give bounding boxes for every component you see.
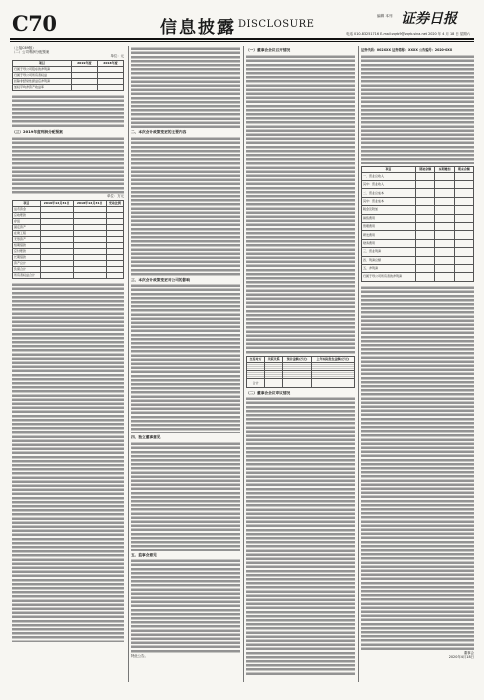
table-row: 负债合计 — [13, 266, 124, 272]
table-row: 资产总计 — [13, 260, 124, 266]
table-row: 合计 — [247, 379, 355, 387]
table-header: 项目 — [13, 61, 72, 67]
table-header: 关联关系 — [265, 356, 283, 362]
table-header: 项目 — [362, 166, 416, 172]
column-3 — [246, 46, 355, 686]
announcement-code: 证券代码：002XXX 证券简称：XXXX 公告编号：2020-0XX — [361, 48, 453, 52]
table-row: 所有者权益合计 — [13, 272, 124, 278]
table-row: 其中：营业成本 — [362, 197, 474, 205]
table-header: 2018年12月31日 — [73, 200, 106, 206]
section-heading: （二）董事会会议审议情况 — [246, 390, 291, 395]
body-text-block — [131, 136, 240, 276]
page-number: C70 — [12, 11, 57, 36]
table-row: 应收账款 — [13, 212, 124, 218]
masthead-rule — [10, 38, 474, 40]
table-row: 管理费用 — [362, 222, 474, 230]
table-header: 2018年度 — [97, 61, 123, 67]
table-row: 一、营业总收入 — [362, 172, 474, 180]
board-signature: 董事会 2020年4月18日 — [448, 650, 474, 659]
body-text-block — [131, 283, 240, 433]
table-row — [247, 362, 355, 370]
body-text-block — [131, 558, 240, 654]
newspaper-logo: 证券日报 — [401, 11, 457, 27]
financial-table-1 — [12, 60, 124, 91]
section-heading: （三）2019年度利润分配预案 — [12, 130, 63, 135]
body-text-block — [12, 94, 124, 128]
table-row: 加权平均净资产收益率 — [13, 85, 124, 91]
column-4 — [361, 46, 474, 686]
table-header: 本期增加 — [435, 166, 454, 172]
body-text-block — [131, 46, 240, 128]
body-text-block — [12, 136, 124, 194]
section-heading: 三、本次会计政策变更对公司的影响 — [131, 277, 190, 282]
table-header: 上年实际发生金额(万元) — [311, 356, 354, 362]
table-row: 归属于母公司所有者权益 — [13, 73, 124, 79]
table-row: 短期借款 — [13, 242, 124, 248]
masthead — [10, 8, 474, 38]
table-unit: 单位：元 — [110, 54, 124, 59]
table-row: 长期借款 — [13, 254, 124, 260]
table-row: 归属于母公司股东的净利润 — [13, 67, 124, 73]
table-row: 归属于母公司所有者的净利润 — [362, 273, 474, 281]
section-heading: 二、本次会计政策变更的主要内容 — [131, 130, 187, 134]
body-text-block — [246, 54, 355, 354]
table-row — [247, 370, 355, 378]
section-title-cn: 信息披露 — [160, 18, 236, 38]
column-divider — [243, 46, 244, 682]
table-row: 四、利润总额 — [362, 256, 474, 264]
table-header: 变动比例 — [106, 200, 123, 206]
section-heading: 四、独立董事意见 — [131, 435, 161, 440]
table-row: 扣除非经常性损益后净利润 — [13, 79, 124, 85]
column-2 — [131, 46, 240, 686]
table-header: 期初余额 — [416, 166, 435, 172]
related-transaction-table — [246, 356, 355, 388]
body-text-block — [361, 54, 474, 164]
body-text-block — [361, 285, 474, 651]
intro-line: （上接C69版） — [12, 46, 36, 50]
column-divider — [358, 46, 359, 682]
column-1 — [12, 46, 124, 686]
table-row: 销售费用 — [362, 214, 474, 222]
table-row: 其中：营业收入 — [362, 180, 474, 188]
table-row: 存货 — [13, 218, 124, 224]
income-statement-table — [361, 166, 474, 282]
table-row: 三、营业利润 — [362, 248, 474, 256]
editor-credit: 编辑 本刊 — [377, 14, 393, 18]
table-header: 项目 — [13, 200, 41, 206]
body-text-block — [246, 396, 355, 676]
intro-line: （二）公司利润分配预案 — [12, 50, 50, 55]
column-divider — [128, 46, 129, 682]
body-text-block — [12, 282, 124, 642]
table-header: 期末余额 — [454, 166, 473, 172]
section-title-en: DISCLOSURE — [238, 19, 315, 30]
table-row: 税金及附加 — [362, 206, 474, 214]
table-header: 2019年度 — [71, 61, 97, 67]
table-row: 五、净利润 — [362, 264, 474, 272]
publication-info: 电话 010-83251716 E-mail:zqrb9@zqrb.sina.net 2020 年 4 月 18 日 星期六 — [346, 32, 470, 36]
table-row: 无形资产 — [13, 236, 124, 242]
body-text-block — [131, 441, 240, 551]
table-row: 财务费用 — [362, 239, 474, 247]
table-header: 预计金额(万元) — [283, 356, 312, 362]
table-row: 研发费用 — [362, 231, 474, 239]
financial-table-2 — [12, 200, 124, 279]
table-row: 应付账款 — [13, 248, 124, 254]
masthead-rule-thin — [10, 41, 474, 42]
table-header: 交易对方 — [247, 356, 265, 362]
section-heading: （一）董事会会议召开情况 — [246, 48, 291, 52]
table-row: 二、营业总成本 — [362, 189, 474, 197]
table-row: 在建工程 — [13, 230, 124, 236]
table-row: 货币资金 — [13, 206, 124, 212]
table-unit: 单位：万元 — [107, 193, 124, 198]
section-heading: 五、监事会意见 — [131, 552, 157, 557]
table-header: 2019年12月31日 — [40, 200, 73, 206]
table-row: 固定资产 — [13, 224, 124, 230]
signature-line: 特此公告。 — [131, 654, 148, 659]
